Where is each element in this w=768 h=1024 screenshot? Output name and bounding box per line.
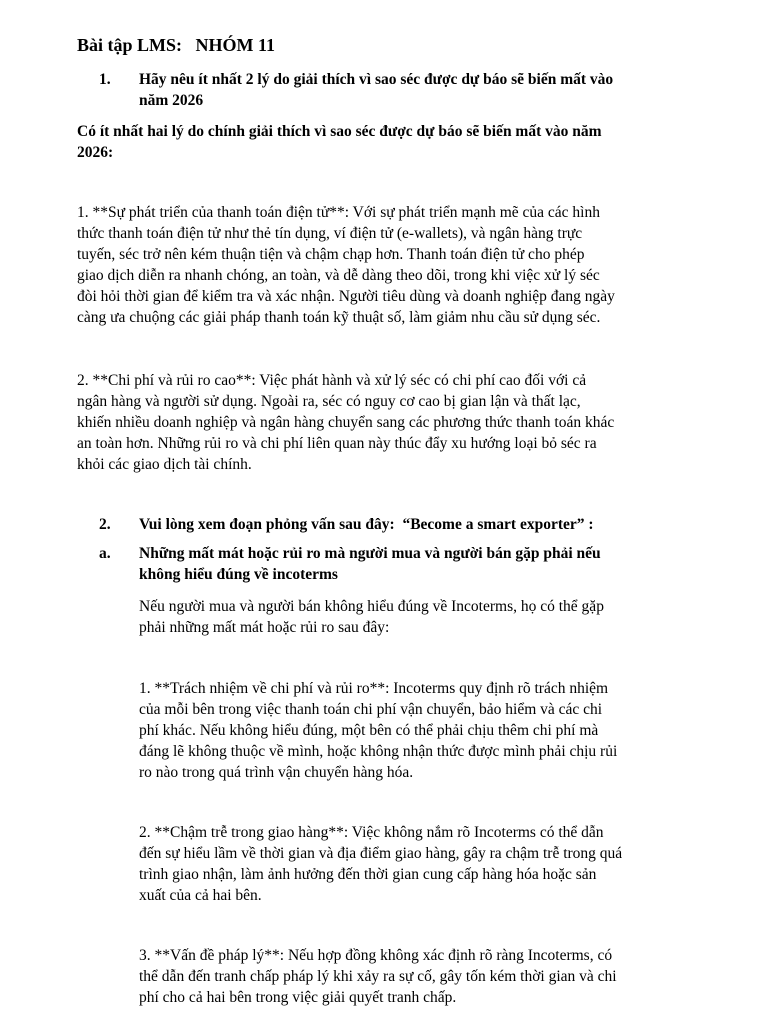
risk-3-paragraph xyxy=(139,945,617,1008)
risk-2-line: xuất của cả hai bên. xyxy=(139,887,262,904)
risk-2-line: đến sự hiểu lầm về thời gian và địa điểm giao hàng, gây ra chậm trễ trong quá xyxy=(139,845,623,862)
risk-1-line: đáng lẽ không thuộc về mình, hoặc không nhận thức được mình phải chịu rủi xyxy=(139,743,618,760)
reason-2-paragraph xyxy=(77,370,614,475)
reason-1-line: càng ưa chuộng các giải pháp thanh toán kỹ thuật số, làm giảm nhu cầu sử dụng séc. xyxy=(77,309,601,326)
question-1-line: năm 2026 xyxy=(139,92,204,109)
answer-intro-line: 2026: xyxy=(77,144,114,161)
answer-intro xyxy=(77,121,602,163)
risk-2-line: trình giao nhận, làm ảnh hưởng đến thời gian cung cấp hàng hóa hoặc sản xyxy=(139,866,597,883)
answer-a-intro-line: phải những mất mát hoặc rủi ro sau đây: xyxy=(139,619,390,636)
document-title: Bài tập LMS: NHÓM 11 xyxy=(77,35,276,55)
reason-2-line: khiến nhiều doanh nghiệp và ngân hàng chuyển sang các phương thức thanh toán khác xyxy=(77,414,615,431)
reason-1-paragraph xyxy=(77,202,615,328)
question-a-line: Những mất mát hoặc rủi ro mà người mua và người bán gặp phải nếu xyxy=(139,545,601,562)
reason-1-line: tuyến, séc trở nên kém thuận tiện và chậm chạp hơn. Thanh toán điện tử cho phép xyxy=(77,246,585,263)
risk-1-line: của mỗi bên trong việc thanh toán chi phí vận chuyển, bảo hiểm và các chi xyxy=(139,701,603,718)
question-a-line: không hiểu đúng về incoterms xyxy=(139,566,338,583)
risk-1-line: phí khác. Nếu không hiểu đúng, một bên có thể phải chịu thêm chi phí mà xyxy=(139,722,599,739)
risk-1-line: 1. **Trách nhiệm về chi phí và rủi ro**: Incoterms quy định rõ trách nhiệm xyxy=(139,680,609,697)
reason-1-line: giao dịch diễn ra nhanh chóng, an toàn, và dễ dàng theo dõi, trong khi việc xử lý séc xyxy=(77,267,600,284)
reason-2-line: ngân hàng và người sử dụng. Ngoài ra, séc có nguy cơ cao bị gian lận và thất lạc, xyxy=(77,393,581,410)
question-a-number: a. xyxy=(99,545,111,562)
reason-2-line: 2. **Chi phí và rủi ro cao**: Việc phát hành và xử lý séc có chi phí cao đối với cả xyxy=(77,372,587,389)
answer-intro-line: Có ít nhất hai lý do chính giải thích vì sao séc được dự báo sẽ biến mất vào năm xyxy=(77,123,602,140)
risk-1-paragraph xyxy=(139,678,617,783)
answer-a-intro xyxy=(139,596,604,638)
question-1-text xyxy=(139,69,613,111)
question-2-number: 2. xyxy=(99,516,111,533)
reason-1-line: đòi hỏi thời gian để kiểm tra và xác nhận. Người tiêu dùng và doanh nghiệp đang ngày xyxy=(77,288,615,305)
question-1-number: 1. xyxy=(99,71,111,88)
reason-1-line: 1. **Sự phát triển của thanh toán điện tử**: Với sự phát triển mạnh mẽ của các hình xyxy=(77,204,600,221)
reason-1-line: thức thanh toán điện tử như thẻ tín dụng, ví điện tử (e-wallets), và ngân hàng trực xyxy=(77,225,583,242)
risk-3-line: 3. **Vấn đề pháp lý**: Nếu hợp đồng không xác định rõ ràng Incoterms, có xyxy=(139,947,613,964)
risk-1-line: ro nào trong quá trình vận chuyển hàng hóa. xyxy=(139,764,414,781)
reason-2-line: an toàn hơn. Những rủi ro và chi phí liên quan này thúc đẩy xu hướng loại bỏ séc ra xyxy=(77,435,597,452)
risk-2-paragraph xyxy=(139,822,622,906)
answer-a-intro-line: Nếu người mua và người bán không hiểu đúng về Incoterms, họ có thể gặp xyxy=(139,598,604,615)
risk-2-line: 2. **Chậm trễ trong giao hàng**: Việc không nắm rõ Incoterms có thể dẫn xyxy=(139,824,604,841)
risk-3-line: phí cho cả hai bên trong việc giải quyết tranh chấp. xyxy=(139,989,457,1006)
risk-3-line: thể dẫn đến tranh chấp pháp lý khi xảy ra sự cố, gây tốn kém thời gian và chi xyxy=(139,968,617,985)
question-1-line: Hãy nêu ít nhất 2 lý do giải thích vì sao séc được dự báo sẽ biến mất vào xyxy=(139,71,614,88)
question-2-text: Vui lòng xem đoạn phỏng vấn sau đây: “Become a smart exporter” : xyxy=(139,516,594,533)
question-a-text xyxy=(139,543,601,585)
reason-2-line: khỏi các giao dịch tài chính. xyxy=(77,456,252,473)
